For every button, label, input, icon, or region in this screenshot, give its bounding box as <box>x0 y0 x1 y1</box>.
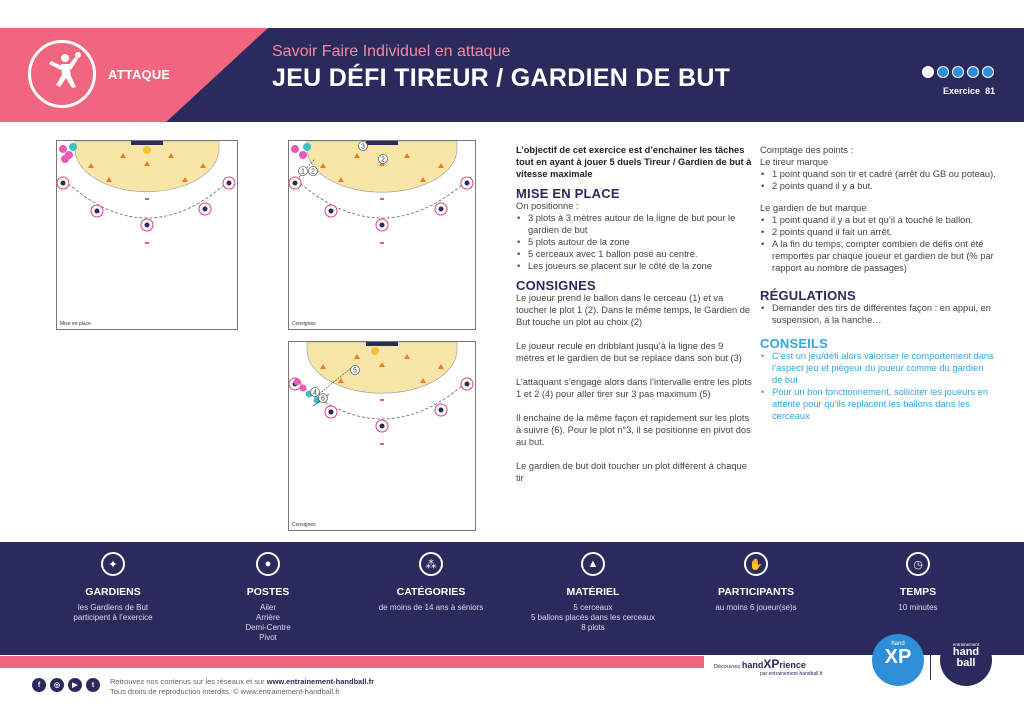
step-number: 4 <box>313 389 317 397</box>
footer-categories <box>366 542 496 613</box>
difficulty-ball-icon <box>967 66 979 78</box>
mise-en-place-heading: MISE EN PLACE <box>516 186 620 201</box>
wordmark-hand: hand <box>741 660 764 670</box>
footer-participants <box>691 542 821 613</box>
twitter-icon[interactable]: t <box>86 678 100 692</box>
regulations-heading: RÉGULATIONS <box>760 288 856 303</box>
footer-title: TEMPS <box>899 586 937 598</box>
footer-value <box>48 603 178 623</box>
instructions-column <box>516 144 752 484</box>
youtube-icon[interactable]: ▶ <box>68 678 82 692</box>
footer-title: POSTES <box>246 586 290 598</box>
handxp-wordmark <box>741 657 806 671</box>
clock-icon: ◷ <box>906 552 930 576</box>
step-number: 6 <box>321 395 325 403</box>
difficulty-ball-icon <box>952 66 964 78</box>
footer-gardiens <box>48 542 178 623</box>
mise-en-place-list <box>516 212 752 272</box>
gardien-label: Le gardien de but marque <box>760 203 867 213</box>
footer-value <box>528 603 658 633</box>
facebook-icon[interactable]: f <box>32 678 46 692</box>
ball-icon: ● <box>256 552 280 576</box>
diagram-consignes-2 <box>288 341 476 531</box>
wordmark-xp: XP <box>763 657 780 671</box>
mise-en-place-intro: On positionne : <box>516 201 579 211</box>
footer-value <box>203 603 333 643</box>
exercise-label: Exercice <box>943 86 981 96</box>
diagram-label: Consignes <box>292 522 316 528</box>
consignes-paragraph: Le joueur recule en dribblant jusqu’à la ligne des 9 mètres et le gardien de but se replace dans son but (3) <box>516 341 742 363</box>
step-number: 5 <box>353 367 357 375</box>
diagram-label: Mise en place <box>60 321 91 327</box>
page-subtitle: Savoir Faire Individuel en attaque <box>272 43 511 60</box>
footer-value: au moins 6 joueur(se)s <box>715 603 797 612</box>
handxp-promo <box>714 657 823 677</box>
footer-line: Pivot <box>259 633 277 642</box>
diagram-mise-en-place <box>56 140 238 330</box>
comptage-heading: Comptage des points : <box>760 145 854 155</box>
list-item: • 3 plots à 3 mètres autour de la ligne de but pour le gardien de but <box>516 212 752 236</box>
logo-divider <box>930 640 931 680</box>
footer-materiel <box>528 542 658 633</box>
footer-line: participent à l’exercice <box>73 613 153 622</box>
step-number: 1 <box>301 168 305 176</box>
badge-ball: ball <box>956 657 976 669</box>
copyright-block <box>110 677 374 697</box>
gardien-list <box>760 214 996 274</box>
exercise-value: 81 <box>985 86 996 96</box>
page-title: JEU DÉFI TIREUR / GARDIEN DE BUT <box>272 64 731 92</box>
badge-xp: XP <box>884 646 912 668</box>
handball-player-icon <box>28 40 96 108</box>
difficulty-ball-icon <box>982 66 994 78</box>
objective-text: L’objectif de cet exercice est d’enchainer les tâches tout en ayant à jouer 5 duels Tireur / Gardien de but à vitesse maximale <box>516 145 752 179</box>
footer-line: les Gardiens de But <box>77 603 149 612</box>
footer-title: MATÉRIEL <box>566 586 620 598</box>
wordmark-rience: rience <box>779 660 806 670</box>
footer-line: 5 cerceaux <box>573 603 613 612</box>
footer-title: PARTICIPANTS <box>717 586 795 598</box>
step-number: 3 <box>361 143 365 151</box>
info-footer <box>0 542 1024 655</box>
diagram-label: Consignes <box>292 321 316 327</box>
list-item: • 5 cerceaux avec 1 ballon posé au centre. <box>516 248 752 260</box>
scoring-column <box>760 144 996 422</box>
category-tag: ATTAQUE <box>108 67 171 82</box>
regulations-list <box>760 302 996 326</box>
promo-byline: par entrainement-handball.fr <box>760 671 823 677</box>
diagram-consignes-1 <box>288 140 476 330</box>
list-item: • Pour un bon fonctionnement, solliciter les joueurs en attente pour qu’ils replacent les ballons dans les cerceaux <box>760 386 996 422</box>
tireur-list <box>760 168 996 192</box>
copyright-line: Retrouvez nos contenus sur les réseaux et sur <box>110 677 267 686</box>
list-item: • 1 point quand il y a but et qu’il a touché le ballon. <box>760 214 996 226</box>
footer-title: GARDIENS <box>85 586 141 598</box>
consignes-paragraph: Il enchaine de la même façon et rapidement sur les plots à suivre (6). Pour le plot n°3, il se positionne en pivot dos au but. <box>516 413 751 447</box>
step-number: 2 <box>381 156 385 164</box>
footer-value: de moins de 14 ans à séniors <box>378 603 484 612</box>
step-number: 2 <box>311 168 315 176</box>
difficulty-ball-icon <box>937 66 949 78</box>
handxp-logo[interactable] <box>872 634 924 686</box>
badge-hand: hand <box>952 646 980 658</box>
conseils-list <box>760 350 996 422</box>
badge-top: entrainement <box>952 642 980 647</box>
footer-line: Arrière <box>255 613 280 622</box>
bottom-pink-bar <box>0 656 712 668</box>
goalkeeper-icon: ✦ <box>101 552 125 576</box>
conseils-heading: CONSEILS <box>760 336 829 351</box>
footer-title: CATÉGORIES <box>396 586 466 598</box>
promo-text: Découvrez <box>714 664 741 670</box>
instagram-icon[interactable]: ◎ <box>50 678 64 692</box>
consignes-heading: CONSIGNES <box>516 278 596 293</box>
entrainement-handball-logo[interactable] <box>940 634 992 686</box>
consignes-paragraph: L’attaquant s’engage alors dans l’intervalle entre les plots 1 et 2 (4) pour aller tirer sur 3 pas maximum (5) <box>516 377 752 399</box>
consignes-paragraph: Le joueur prend le ballon dans le cerceau (1) et va toucher le plot 1 (2). Dans le même temps, le Gardien de But touche un plot au choix (2) <box>516 293 751 327</box>
handshake-icon: ✋ <box>744 552 768 576</box>
footer-postes <box>203 542 333 643</box>
badge-top: hand <box>891 641 905 647</box>
footer-line: Demi-Centre <box>245 623 291 632</box>
group-icon: ⁂ <box>419 552 443 576</box>
list-item: • 2 points quand il fait un arrêt. <box>760 226 996 238</box>
footer-value: 10 minutes <box>898 603 938 612</box>
footer-line: 5 ballons placés dans les cerceaux <box>530 613 656 622</box>
list-item: • 2 points quand il y a but. <box>760 180 996 192</box>
list-item: • 1 point quand son tir et cadré (arrêt du GB ou poteau). <box>760 168 996 180</box>
footer-line: 8 plots <box>581 623 605 632</box>
list-item: • C’est un jeu/défi alors valoriser le comportement dans l’aspect jeu et piégeur du joueur comme du gardien de but <box>760 350 996 386</box>
consignes-paragraph: Le gardien de but doit toucher un plot différent à chaque tir <box>516 461 747 483</box>
difficulty-ball-icon <box>922 66 934 78</box>
footer-line: Ailer <box>259 603 276 612</box>
cone-icon: ▲ <box>581 552 605 576</box>
copyright-line: Tous droits de reproduction interdits. © www.entrainement-handball.fr <box>110 687 340 696</box>
list-item: • Demander des tirs de différentes façon : en appui, en suspension, à la hanche… <box>760 302 996 326</box>
difficulty-rating <box>922 66 994 78</box>
list-item: • A la fin du temps, compter combien de défis ont été remportés par chaque joueur et gardien de but (% par rapport au nombre de passages) <box>760 238 996 274</box>
exercise-number <box>943 86 995 96</box>
list-item: • Les joueurs se placent sur le côté de la zone <box>516 260 752 272</box>
footer-temps <box>853 542 983 613</box>
website-link[interactable]: www.entrainement-handball.fr <box>266 677 374 686</box>
tireur-label: Le tireur marque <box>760 157 829 167</box>
list-item: • 5 plots autour de la zone <box>516 236 752 248</box>
